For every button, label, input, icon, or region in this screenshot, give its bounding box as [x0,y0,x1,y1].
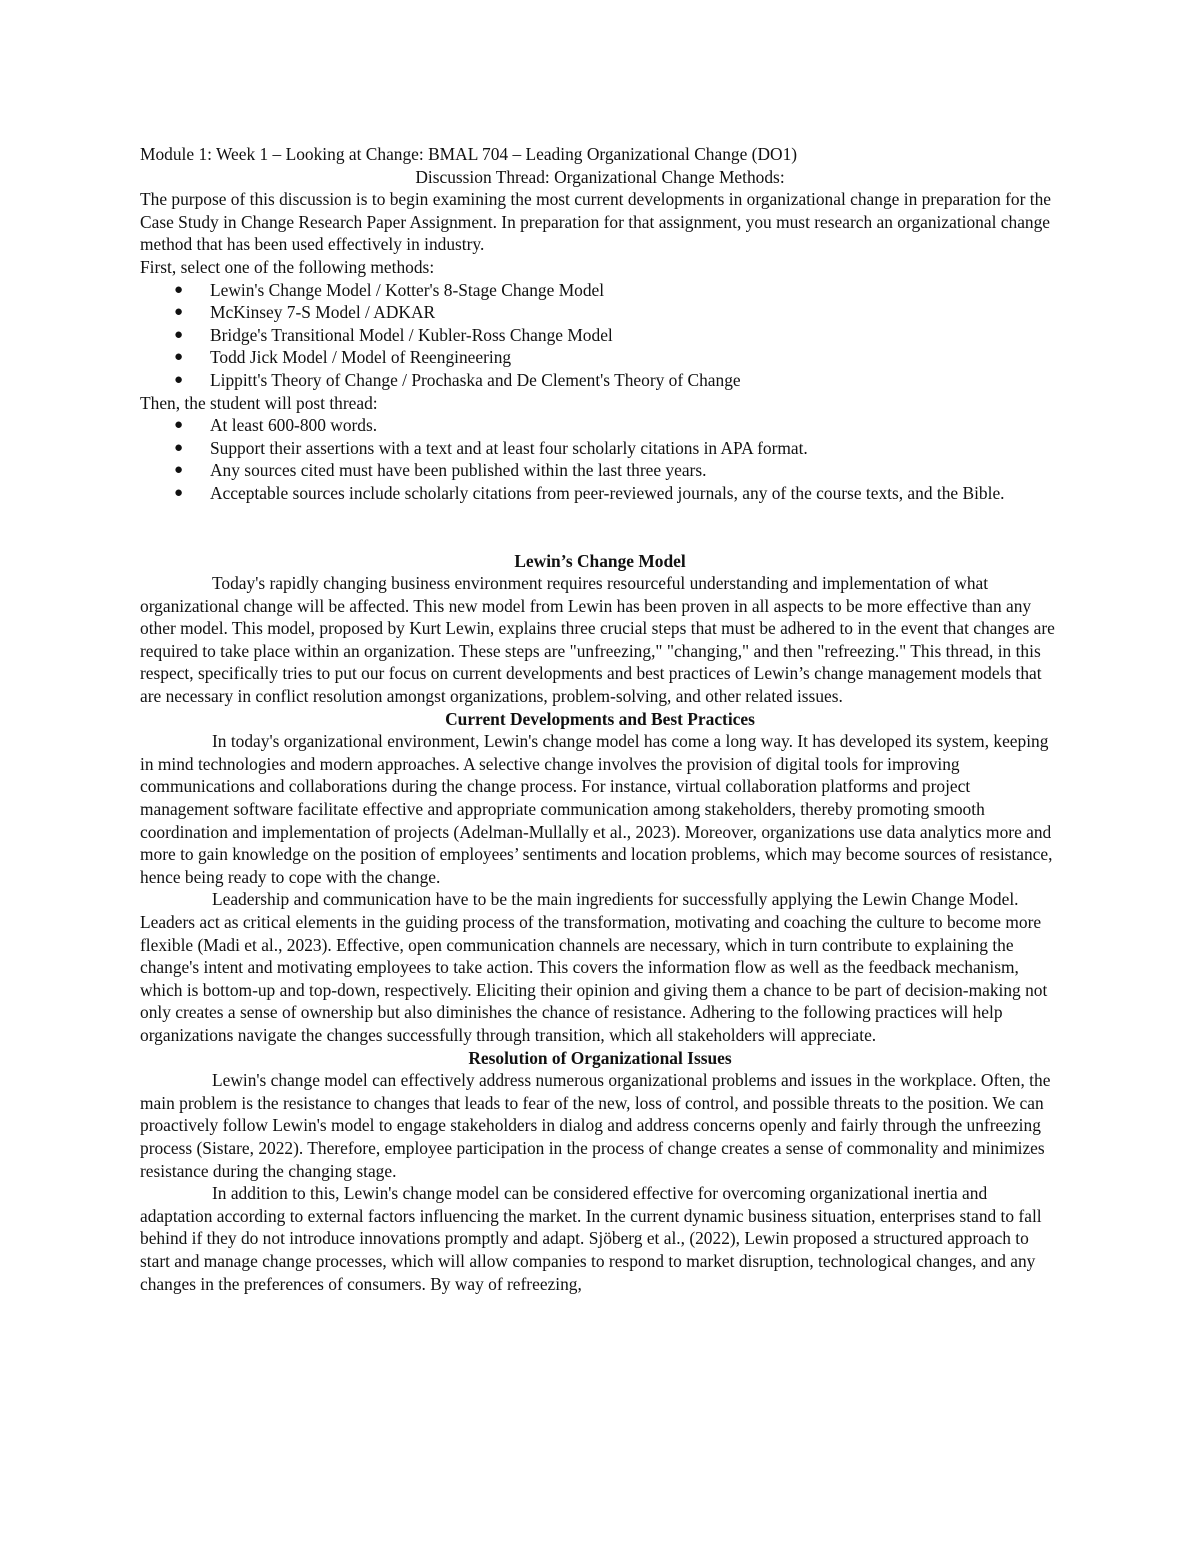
section-heading-lewins-change-model: Lewin’s Change Model [514,550,686,571]
bullet-icon: ● [174,439,184,456]
discussion-thread-title: Discussion Thread: Organizational Change Methods: [415,166,785,187]
body-paragraph: Leadership and communication have to be the main ingredients for successfully applying the Lewin Change Model. Leaders act as critical elements in the guiding process of the transformation, motivating and coaching the culture to become more flexible (Madi et al., 2023). Effective, open communication channels are necessary, which in turn contribute to explaining the change's intent and motivating employees to take action. This covers the information flow as well as the feedback mechanism, which is bottom-up and top-down, respectively. Eliciting their opinion and giving them a chance to be part of decision-making not only creates a sense of ownership but also diminishes the chance of resistance. Adhering to the following practices will help organizations navigate the changes successfully through transition, which all stakeholders will appreciate. [140,889,1048,1045]
select-methods-prompt: First, select one of the following methods: [140,256,435,277]
method-label: Bridge's Transitional Model / Kubler-Ross Change Model [210,324,613,345]
body-paragraph: Lewin's change model can effectively address numerous organizational problems and issues in the workplace. Often, the main problem is the resistance to changes that leads to fear of the new, loss of control, and possible threats to the position. We can proactively follow Lewin's model to engage stakeholders in dialog and address concerns openly and fairly through the unfreezing process (Sistare, 2022). Therefore, employee participation in the process of change creates a sense of commonality and minimizes resistance during the changing stage. [140,1070,1051,1181]
bullet-icon: ● [174,304,184,321]
list-item [140,346,1060,369]
method-label: McKinsey 7-S Model / ADKAR [210,302,436,323]
requirement-label: Acceptable sources include scholarly citations from peer-reviewed journals, any of the course texts, and the Bible. [210,482,1005,503]
bullet-icon: ● [174,326,184,343]
section-heading-current-developments: Current Developments and Best Practices [445,708,755,729]
section-spacer [140,505,1060,550]
body-paragraph: In addition to this, Lewin's change model can be considered effective for overcoming organizational inertia and adaptation according to external factors influencing the market. In the current dynamic business situation, enterprises stand to fall behind if they do not introduce innovations promptly and adapt. Sjöberg et al., (2022), Lewin proposed a structured approach to start and manage change processes, which will allow companies to respond to market disruption, technological changes, and any changes in the preferences of consumers. By way of refreezing, [140,1183,1042,1294]
methods-list [140,279,1060,392]
list-item [140,301,1060,324]
bullet-icon: ● [174,371,184,388]
requirement-label: Support their assertions with a text and at least four scholarly citations in APA format. [210,437,808,458]
bullet-icon: ● [174,417,184,434]
post-thread-prompt: Then, the student will post thread: [140,392,378,413]
list-item [140,414,1060,437]
purpose-paragraph: The purpose of this discussion is to begin examining the most current developments in organizational change in preparation for the Case Study in Change Research Paper Assignment. In preparation for that assignment, you must research an organizational change method that has been used effectively in industry. [140,189,1052,255]
bullet-icon: ● [174,462,184,479]
requirements-list [140,414,1060,504]
list-item [140,324,1060,347]
section-heading-resolution-of-issues: Resolution of Organizational Issues [468,1047,732,1068]
method-label: Lewin's Change Model / Kotter's 8-Stage Change Model [210,279,605,300]
bullet-icon: ● [174,349,184,366]
module-title: Module 1: Week 1 – Looking at Change: BMAL 704 – Leading Organizational Change (DO1) [140,144,798,164]
list-item [140,482,1060,505]
list-item [140,369,1060,392]
bullet-icon: ● [174,484,184,501]
list-item [140,279,1060,302]
requirement-label: Any sources cited must have been published within the last three years. [210,460,707,481]
method-label: Todd Jick Model / Model of Reengineering [210,347,512,368]
requirement-label: At least 600-800 words. [210,415,378,436]
list-item [140,459,1060,482]
list-item [140,437,1060,460]
method-label: Lippitt's Theory of Change / Prochaska and De Clement's Theory of Change [210,369,741,390]
body-paragraph: Today's rapidly changing business environment requires resourceful understanding and implementation of what organizational change will be affected. This new model from Lewin has been proven in all aspects to be more effective than any other model. This model, proposed by Kurt Lewin, explains three crucial steps that must be adhered to in the event that changes are required to take place within an organization. These steps are "unfreezing," "changing," and then "refreezing." This thread, in this respect, specifically tries to put our focus on current developments and best practices of Lewin’s change management models that are necessary in conflict resolution amongst organizations, problem-solving, and other related issues. [140,573,1055,707]
bullet-icon: ● [174,281,184,298]
body-paragraph: In today's organizational environment, Lewin's change model has come a long way. It has developed its system, keeping in mind technologies and modern approaches. A selective change involves the provision of digital tools for improving communications and collaborations during the change process. For instance, virtual collaboration platforms and project management software facilitate effective and appropriate communication among stakeholders, thereby promoting smooth coordination and implementation of projects (Adelman-Mullally et al., 2023). Moreover, organizations use data analytics more and more to gain knowledge on the position of employees’ sentiments and location problems, which may become sources of resistance, hence being ready to cope with the change. [140,731,1053,887]
document-page [140,143,1060,1295]
